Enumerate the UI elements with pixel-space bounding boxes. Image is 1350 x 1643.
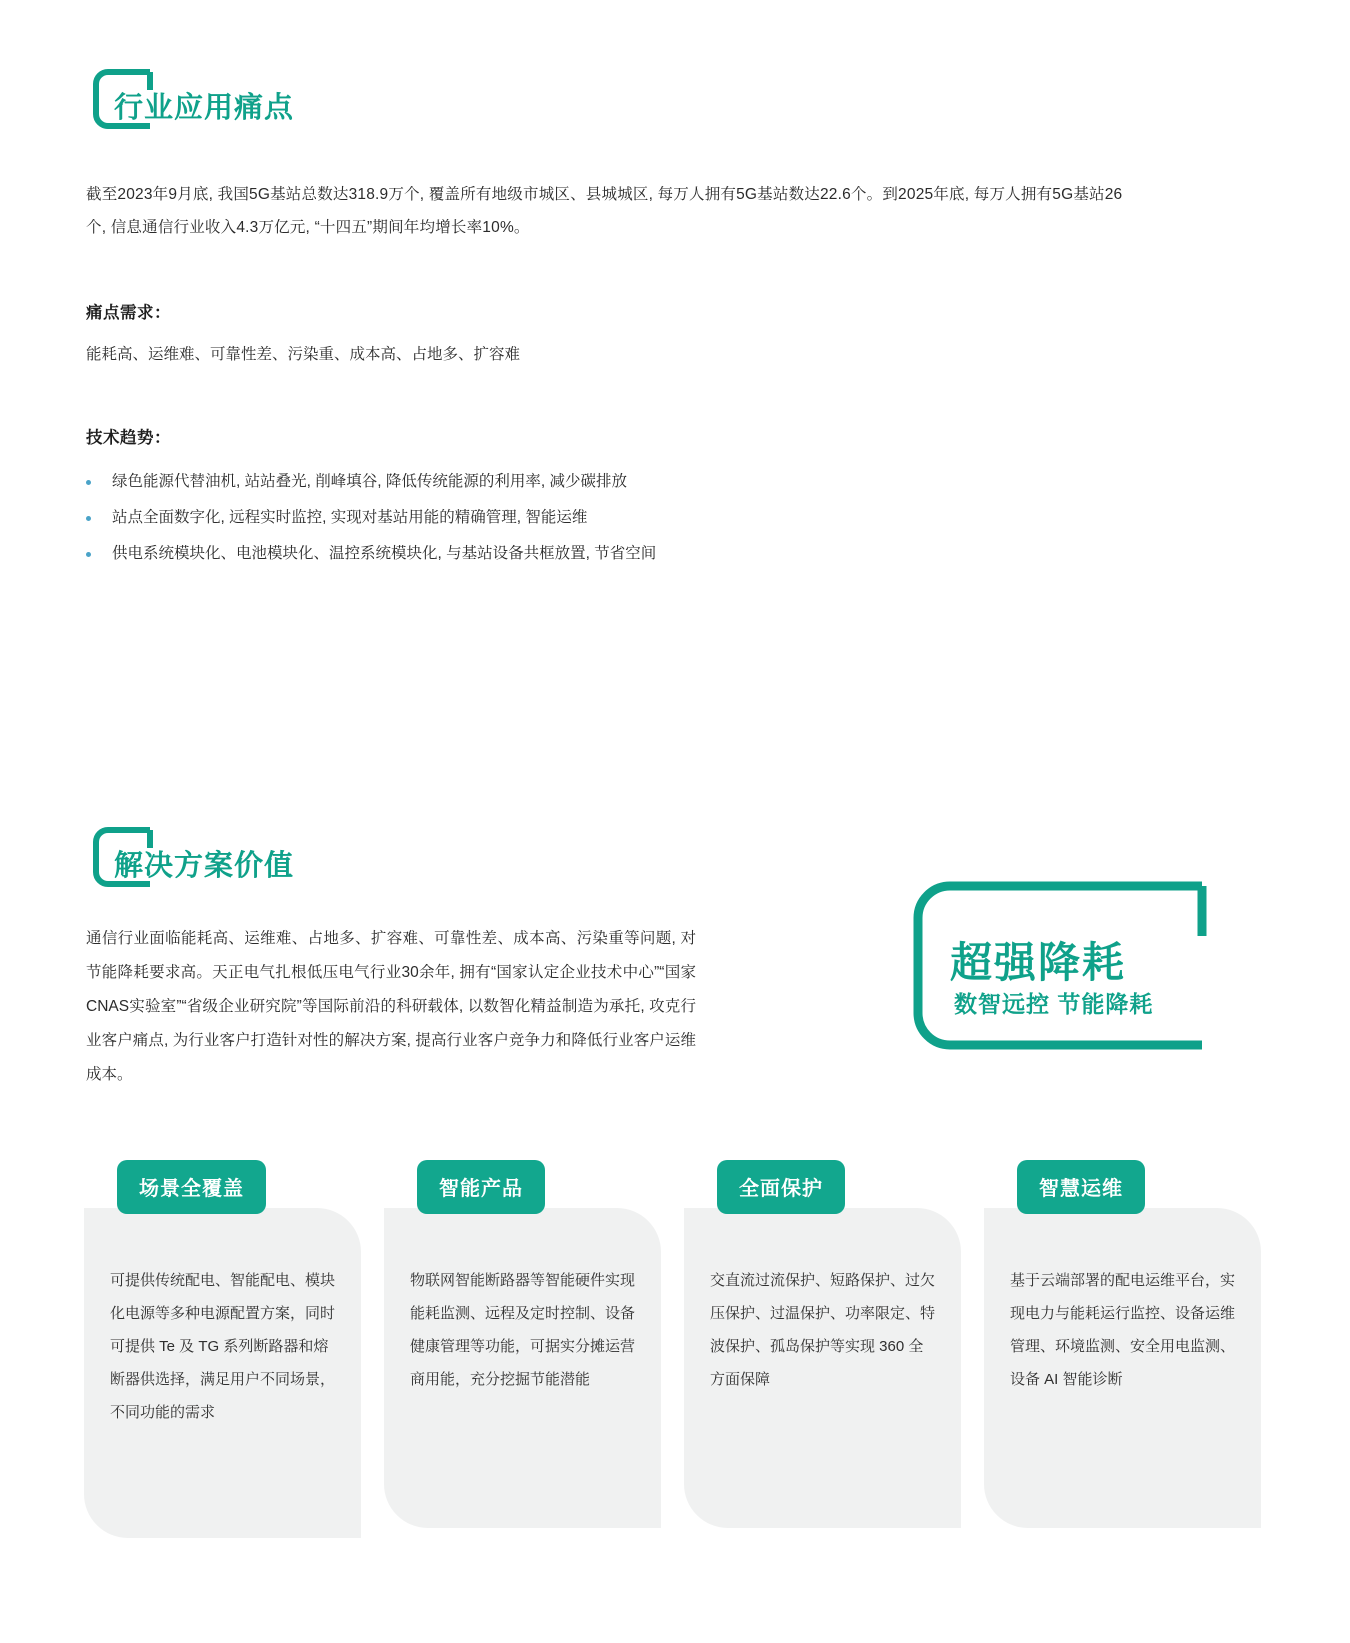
card-text: 交直流过流保护、短路保护、过欠压保护、过温保护、功率限定、特波保护、孤岛保护等实现 360 全方面保障: [710, 1272, 936, 1388]
card-tab-label[interactable]: 智慧运维: [1017, 1160, 1145, 1214]
list-item: [78, 536, 1078, 572]
section-heading-pain-points: [92, 68, 512, 134]
list-item: [78, 500, 1078, 536]
trend-label: 技术趋势：: [86, 429, 171, 447]
super-saving-badge: [910, 878, 1210, 1053]
demand-text: 能耗高、运维难、可靠性差、污染重、成本高、占地多、扩容难: [86, 346, 521, 363]
badge-main-text: 超强降耗: [950, 939, 1127, 986]
section-heading-solution-value: [92, 826, 512, 892]
pain-points-intro: 截至2023年9月底, 我国5G基站总数达318.9万个, 覆盖所有地级市城区、县城城区, 每万人拥有5G基站数达22.6个。到2025年底, 每万人拥有5G基站26个, 信息通信行业收入4.3万亿元, “十四五”期间年均增长率10%。: [86, 186, 1123, 236]
card-body: [684, 1208, 961, 1528]
badge-sub-text: 数智远控 节能降耗: [954, 991, 1154, 1017]
card-text: 物联网智能断路器等智能硬件实现能耗监测、远程及定时控制、设备健康管理等功能，可据实分摊运营商用能，充分挖掘节能潜能: [410, 1272, 636, 1388]
card-text: 基于云端部署的配电运维平台，实现电力与能耗运行监控、设备运维管理、环境监测、安全用电监测、设备 AI 智能诊断: [1010, 1272, 1236, 1388]
card-tab-label[interactable]: 全面保护: [717, 1160, 845, 1214]
trend-list: [78, 464, 1078, 572]
card-tab-label[interactable]: 场景全覆盖: [117, 1160, 266, 1214]
card-body: [984, 1208, 1261, 1528]
card-body: [84, 1208, 361, 1538]
trend-item-text: 绿色能源代替油机, 站站叠光, 削峰填谷, 降低传统能源的利用率, 减少碳排放: [112, 473, 627, 490]
solution-value-paragraph: 通信行业面临能耗高、运维难、占地多、扩容难、可靠性差、成本高、污染重等问题, 对节能降耗要求高。天正电气扎根低压电气行业30余年, 拥有“国家认定企业技术中心”“国家CNAS实验室”“省级企业研究院”等国际前沿的科研载体, 以数智化精益制造为承托, 攻克行业客户痛点, 为行业客户打造针对性的解决方案, 提高行业客户竞争力和降低行业客户运维成本。: [86, 930, 696, 1083]
trend-item-text: 站点全面数字化, 远程实时监控, 实现对基站用能的精确管理, 智能运维: [112, 509, 588, 526]
demand-label: 痛点需求：: [86, 304, 171, 322]
page-title: 行业应用痛点: [114, 91, 295, 124]
trend-item-text: 供电系统模块化、电池模块化、温控系统模块化, 与基站设备共框放置, 节省空间: [112, 545, 657, 562]
section-title-solution-value: 解决方案价值: [114, 849, 295, 882]
card-tab-label[interactable]: 智能产品: [417, 1160, 545, 1214]
list-item: [78, 464, 1078, 500]
card-body: [384, 1208, 661, 1528]
card-text: 可提供传统配电、智能配电、模块化电源等多种电源配置方案，同时可提供 Te 及 TG 系列断路器和熔断器供选择，满足用户不同场景，不同功能的需求: [110, 1272, 336, 1421]
